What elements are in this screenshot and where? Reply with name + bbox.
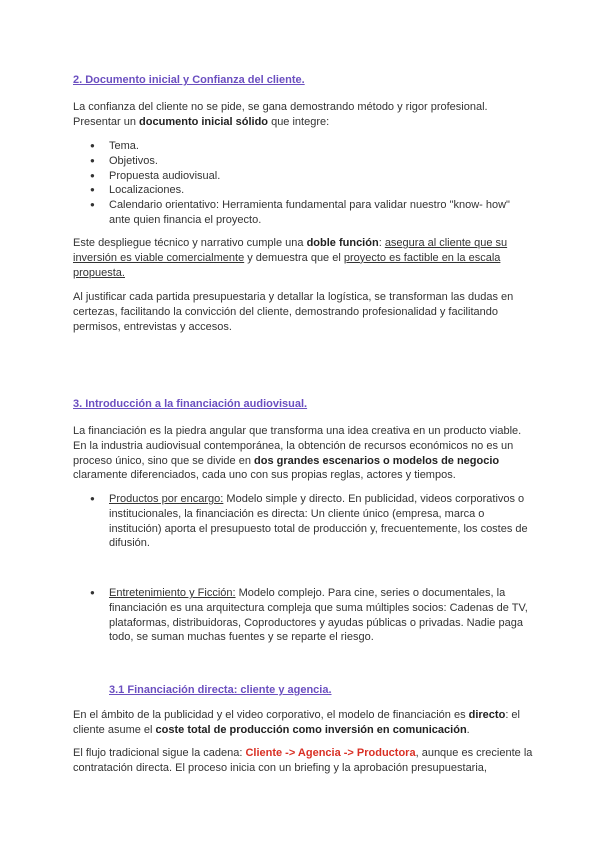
intro-text: Presentar un xyxy=(73,115,140,128)
section-2-paragraph-2 xyxy=(73,236,533,280)
bullet-entretenimiento xyxy=(73,586,533,645)
intro-line-1: La confianza del cliente no se pide, se gana demostrando método y rigor profesional. xyxy=(73,101,488,113)
section-3-1-paragraph-2 xyxy=(73,746,533,776)
list-item xyxy=(73,492,533,551)
bold-text: directo xyxy=(468,709,506,721)
list-item: ● Calendario orientativo: Herramienta fundamental para validar nuestro "know- how" ante quien financia el proyecto. xyxy=(73,198,533,228)
text: , aunque es creciente la contratación directa. El proceso inicia con un briefing y la aprobación presupuestaria, xyxy=(73,747,533,774)
text: Modelo simple y directo. En publicidad, videos corporativos o institucionales, la financiación es directa: Un cliente único (empresa, marca o institución) aporta el presupuesto total de producción y, frecuentemente, los costes de difusión. xyxy=(109,493,528,550)
underlined-label: Entretenimiento y Ficción: xyxy=(109,587,236,599)
section-2-heading: 2. Documento inicial y Confianza del cliente. xyxy=(73,74,305,86)
section-3-heading: 3. Introducción a la financiación audiovisual. xyxy=(73,398,308,410)
section-3-1-heading: 3.1 Financiación directa: cliente y agencia. xyxy=(109,684,332,696)
highlighted-chain: Cliente -> Agencia -> Productora xyxy=(245,747,416,759)
section-3-1-paragraph-1 xyxy=(73,708,533,738)
text: claramente diferenciados, cada uno con sus propias reglas, actores y tiempos. xyxy=(73,469,456,482)
section-2-paragraph-3 xyxy=(73,290,533,334)
section-3-intro xyxy=(73,424,533,483)
list-item: ● Tema. xyxy=(73,139,533,154)
bold-text: dos grandes escenarios o modelos de negocio xyxy=(254,454,500,467)
list-item: ● Localizaciones. xyxy=(73,183,533,198)
text: : el cliente asume el xyxy=(73,709,520,736)
bold-text: doble función xyxy=(306,237,379,249)
section-2-intro xyxy=(73,100,533,130)
text: En el ámbito de la publicidad y el video corporativo, el modelo de financiación es xyxy=(73,709,469,721)
text: Modelo complejo. Para cine, series o documentales, la financiación es una arquitectura compleja que suma múltiples socios: Cadenas de TV, plataformas, distribuidoras, Coproductores y ayudas públicas o privadas. Nadie paga todo, se suman muchas fuentes y se reparte el riesgo. xyxy=(109,587,528,644)
underlined-text: proyecto es factible en la escala propuesta. xyxy=(73,251,501,279)
text: Este despliegue técnico y narrativo cumple una xyxy=(73,237,307,249)
text: . xyxy=(466,723,470,736)
list-item: ● Objetivos. xyxy=(73,154,533,169)
list-item: ● Propuesta audiovisual. xyxy=(73,169,533,184)
text: El flujo tradicional sigue la cadena: xyxy=(73,747,246,759)
intro-bold: documento inicial sólido xyxy=(139,115,269,128)
bullet-encargo xyxy=(73,492,533,551)
requirements-list xyxy=(73,139,533,228)
bold-text: coste total de producción como inversión en comunicación xyxy=(155,723,467,736)
text: y demuestra que el xyxy=(244,251,344,264)
list-item xyxy=(73,586,533,645)
intro-line-2 xyxy=(73,115,533,130)
text: : xyxy=(378,237,385,249)
underlined-label: Productos por encargo: xyxy=(109,493,224,505)
underlined-text: asegura al cliente que su inversión es viable comercialmente xyxy=(73,237,508,264)
intro-text-end: que integre: xyxy=(268,115,330,128)
paragraph: Al justificar cada partida presupuestaria y detallar la logística, se transforman las dudas en certezas, facilitando la convicción del cliente, demostrando profesionalidad y facilitando permisos, entrevistas y accesos. xyxy=(73,291,514,333)
text: La financiación es la piedra angular que transforma una idea creativa en un producto viable. En la industria audiovisual contemporánea, la obtención de recursos económicos no es un proceso único, sino que se divide en xyxy=(73,425,522,467)
